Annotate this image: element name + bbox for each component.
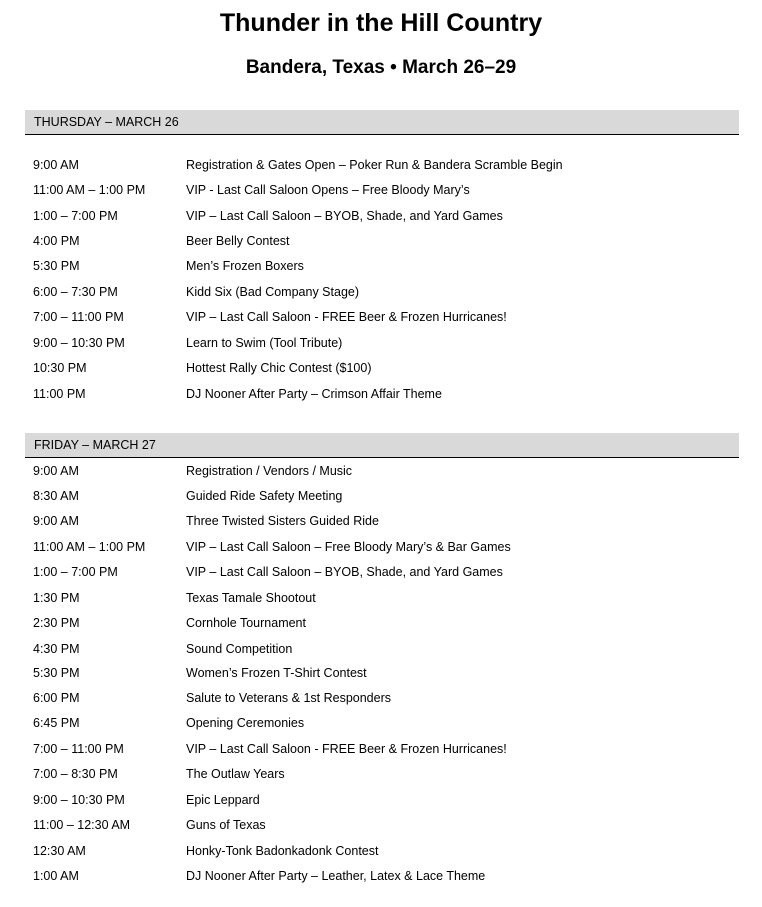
event-time: 9:00 AM [33,158,79,172]
event-row [0,358,762,378]
event-row [0,588,762,608]
event-time: 11:00 – 12:30 AM [33,818,131,832]
event-time: 9:00 AM [33,464,79,478]
event-time: 11:00 AM – 1:00 PM [33,540,146,554]
event-row [0,384,762,404]
event-row [0,713,762,733]
event-description: VIP – Last Call Saloon - FREE Beer & Frozen Hurricanes! [186,310,507,324]
event-row [0,790,762,810]
event-time: 6:00 PM [33,691,80,705]
event-row [0,256,762,276]
event-description: Hottest Rally Chic Contest ($100) [186,361,372,375]
event-description: The Outlaw Years [186,767,285,781]
event-row [0,663,762,683]
event-time: 7:00 – 11:00 PM [33,742,124,756]
event-row [0,764,762,784]
event-time: 10:30 PM [33,361,87,375]
event-time: 7:00 – 8:30 PM [33,767,118,781]
event-row [0,461,762,481]
event-description: Cornhole Tournament [186,616,306,630]
event-time: 7:00 – 11:00 PM [33,310,124,324]
event-time: 12:30 AM [33,844,86,858]
event-row [0,815,762,835]
event-description: Kidd Six (Bad Company Stage) [186,285,360,299]
event-row [0,613,762,633]
event-time: 9:00 – 10:30 PM [33,793,125,807]
event-time: 11:00 PM [33,387,86,401]
event-row [0,231,762,251]
event-row [0,333,762,353]
event-description: Three Twisted Sisters Guided Ride [186,514,379,528]
event-description: VIP – Last Call Saloon – Free Bloody Mary’s & Bar Games [186,540,511,554]
event-row [0,282,762,302]
event-row [0,639,762,659]
event-time: 6:00 – 7:30 PM [33,285,118,299]
event-time: 1:00 AM [33,869,79,883]
event-row [0,866,762,886]
page-title: Thunder in the Hill Country [219,9,543,37]
event-time: 8:30 AM [33,489,79,503]
event-description: Beer Belly Contest [186,234,290,248]
event-description: Registration & Gates Open – Poker Run & Bandera Scramble Begin [186,158,563,172]
event-row [0,206,762,226]
event-time: 5:30 PM [33,666,80,680]
event-row [0,180,762,200]
event-time: 9:00 – 10:30 PM [33,336,125,350]
event-description: Texas Tamale Shootout [186,591,316,605]
event-time: 11:00 AM – 1:00 PM [33,183,146,197]
event-description: Guns of Texas [186,818,266,832]
event-row [0,688,762,708]
event-description: VIP – Last Call Saloon – BYOB, Shade, and Yard Games [186,565,503,579]
event-description: Women’s Frozen T-Shirt Contest [186,666,367,680]
event-description: Salute to Veterans & 1st Responders [186,691,391,705]
event-description: Sound Competition [186,642,293,656]
event-description: Registration / Vendors / Music [186,464,353,478]
day-header-thursday: THURSDAY – MARCH 26 [25,110,739,135]
event-row [0,307,762,327]
event-row [0,739,762,759]
event-description: Epic Leppard [186,793,260,807]
day-header-friday: FRIDAY – MARCH 27 [25,433,739,458]
event-time: 5:30 PM [33,259,80,273]
event-description: DJ Nooner After Party – Crimson Affair Theme [186,387,442,401]
event-time: 1:00 – 7:00 PM [33,209,118,223]
event-row [0,511,762,531]
event-time: 6:45 PM [33,716,80,730]
event-row [0,841,762,861]
event-time: 1:00 – 7:00 PM [33,565,118,579]
event-description: VIP – Last Call Saloon – BYOB, Shade, and Yard Games [186,209,503,223]
event-row [0,537,762,557]
event-description: DJ Nooner After Party – Leather, Latex & Lace Theme [186,869,486,883]
event-time: 4:00 PM [33,234,80,248]
event-description: Honky-Tonk Badonkadonk Contest [186,844,379,858]
event-time: 2:30 PM [33,616,80,630]
event-description: VIP – Last Call Saloon - FREE Beer & Frozen Hurricanes! [186,742,507,756]
event-row [0,155,762,175]
event-description: Opening Ceremonies [186,716,305,730]
event-description: VIP - Last Call Saloon Opens – Free Bloody Mary’s [186,183,470,197]
event-description: Learn to Swim (Tool Tribute) [186,336,343,350]
event-description: Men’s Frozen Boxers [186,259,304,273]
event-row [0,562,762,582]
event-time: 4:30 PM [33,642,80,656]
event-time: 9:00 AM [33,514,79,528]
event-row [0,486,762,506]
event-description: Guided Ride Safety Meeting [186,489,343,503]
event-time: 1:30 PM [33,591,80,605]
page-subtitle: Bandera, Texas • March 26–29 [245,57,517,78]
